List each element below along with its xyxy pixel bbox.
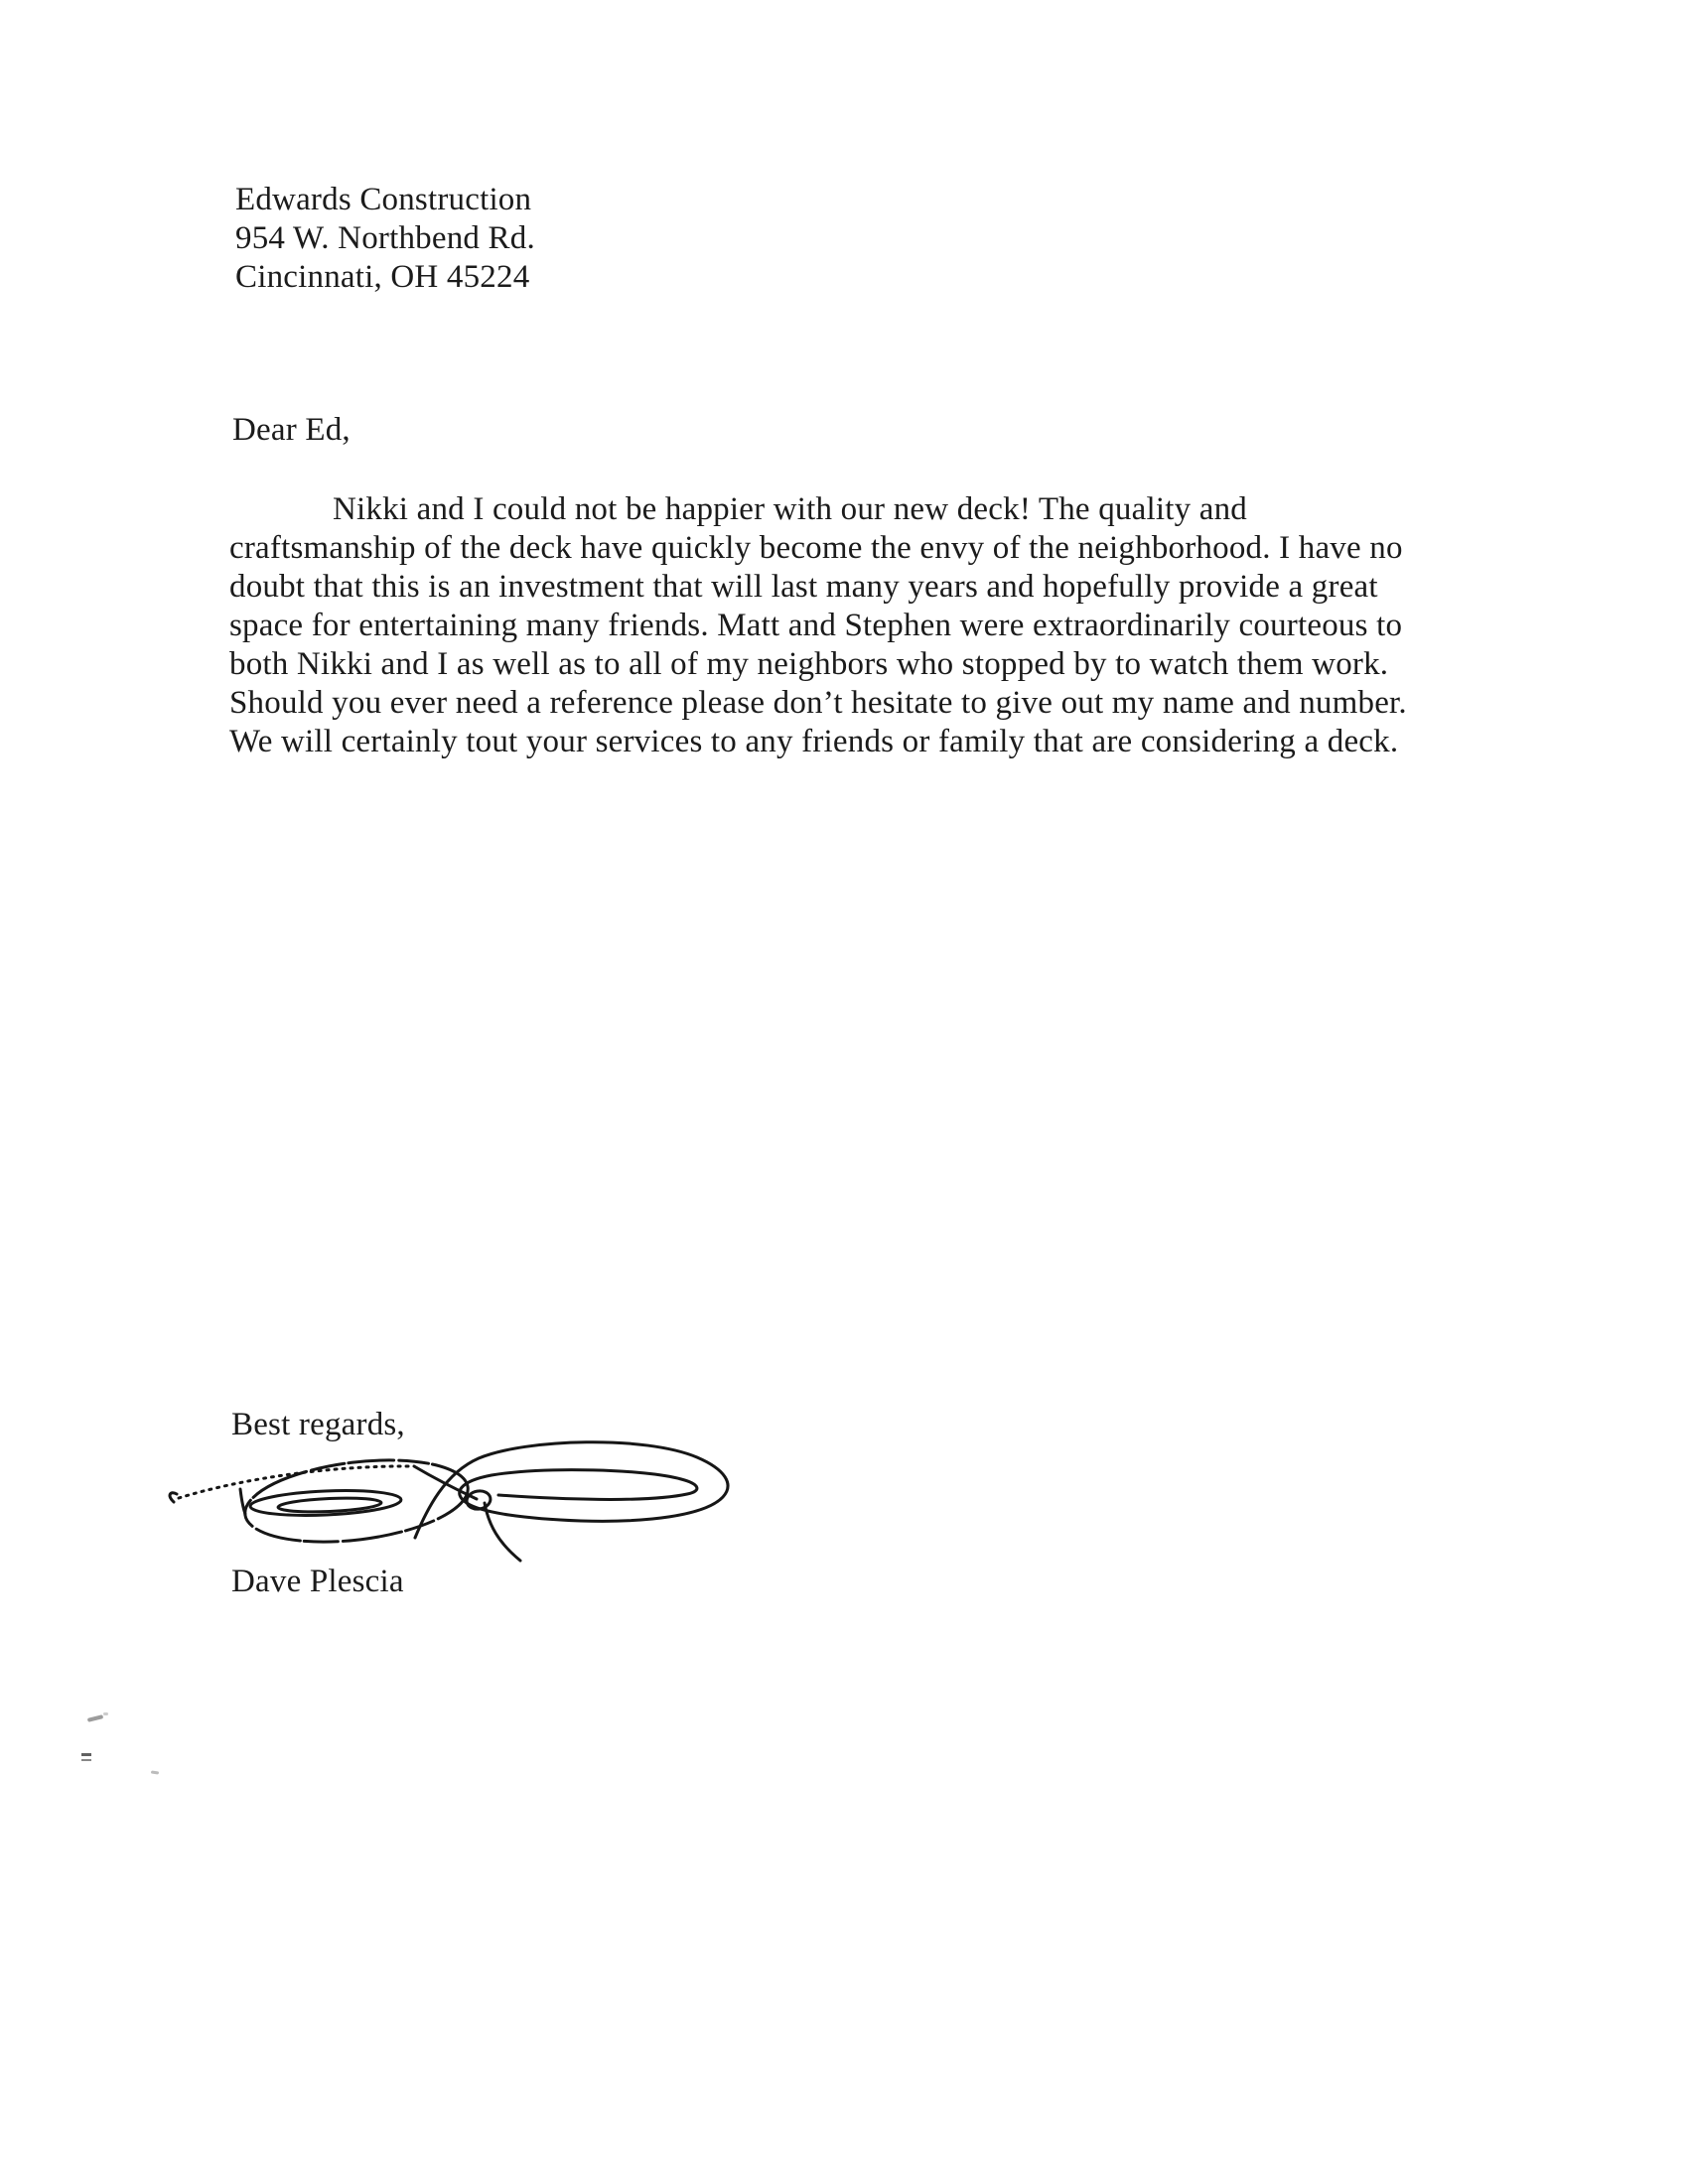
signature-name: Dave Plescia <box>231 1564 404 1599</box>
signature-stroke <box>250 1488 402 1519</box>
signature-stroke <box>240 1449 473 1554</box>
sender-city-state-zip: Cincinnati, OH 45224 <box>235 259 530 295</box>
scan-speck <box>87 1714 103 1722</box>
salutation: Dear Ed, <box>232 412 351 448</box>
signature-stroke <box>415 1442 728 1538</box>
body-line: both Nikki and I as well as to all of my neighbors who stopped by to watch them work. <box>229 646 1389 682</box>
body-line: Nikki and I could not be happier with our new deck! The quality and <box>333 491 1247 527</box>
closing-phrase: Best regards, <box>231 1407 405 1442</box>
body-line: Should you ever need a reference please don’t hesitate to give out my name and number. <box>229 685 1407 721</box>
scan-speck <box>81 1753 91 1761</box>
body-line: doubt that this is an investment that will last many years and hopefully provide a great <box>229 569 1378 605</box>
signature-stroke <box>170 1493 177 1502</box>
letter-body <box>229 490 1500 761</box>
sender-company: Edwards Construction <box>235 182 532 217</box>
body-line: space for entertaining many friends. Matt and Stephen were extraordinarily courteous to <box>229 608 1403 643</box>
signature-scribble <box>129 1437 755 1576</box>
body-line: craftsmanship of the deck have quickly become the envy of the neighborhood. I have no <box>229 530 1403 566</box>
scan-speck <box>103 1712 108 1715</box>
body-line: We will certainly tout your services to any friends or family that are considering a deck. <box>229 724 1399 759</box>
sender-address-block <box>235 181 535 297</box>
sender-street: 954 W. Northbend Rd. <box>235 220 535 256</box>
scan-speck <box>151 1770 159 1774</box>
